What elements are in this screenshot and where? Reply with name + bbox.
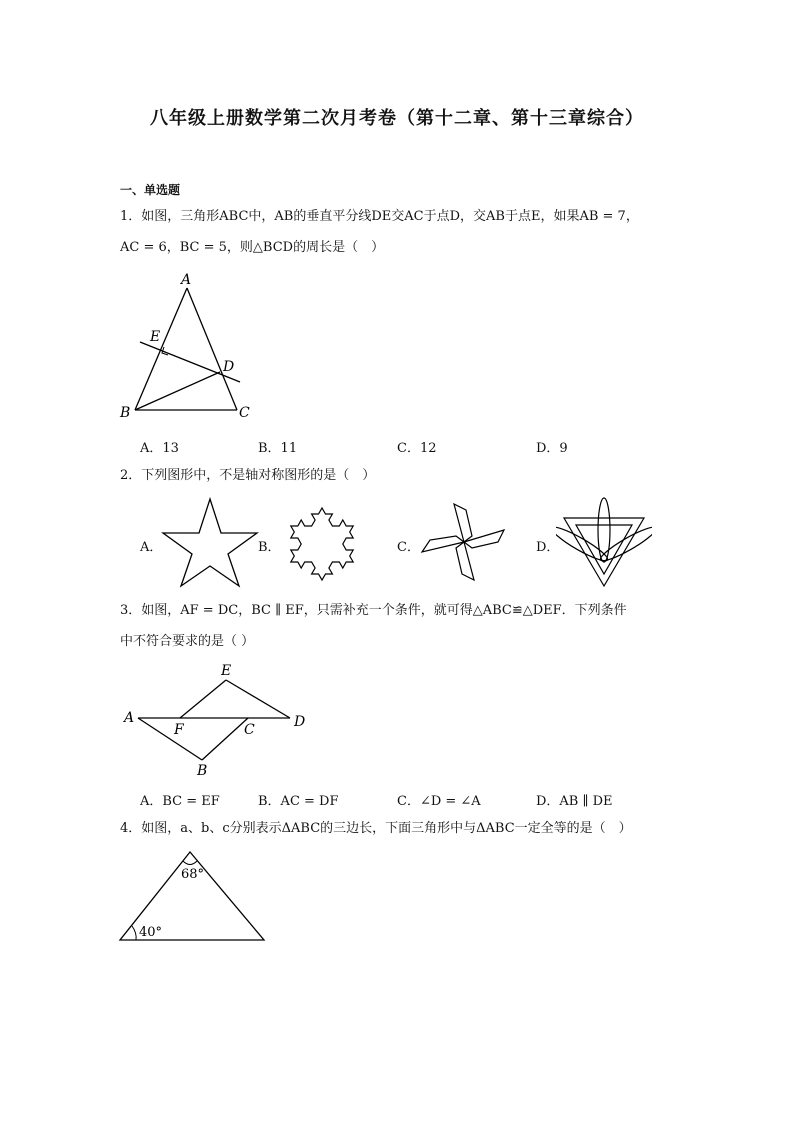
label-b: B <box>197 763 208 779</box>
segment-bd <box>135 372 220 410</box>
angle-left-label: 40° <box>139 925 163 940</box>
question-3-option-b[interactable]: B．AC = DF <box>258 794 339 809</box>
right-angle-mark <box>162 347 168 355</box>
label-c: C <box>239 405 250 421</box>
question-3-line-2: 中不符合要求的是（ ） <box>120 634 255 649</box>
snowflake-path <box>291 508 353 580</box>
question-2-option-b-label[interactable]: B． <box>258 540 281 555</box>
angle-top-label: 68° <box>181 867 205 882</box>
question-3-figure <box>118 660 318 782</box>
label-e: E <box>150 329 161 345</box>
label-d: D <box>294 714 306 730</box>
label-e: E <box>221 663 232 679</box>
section-heading: 一、单选题 <box>120 183 181 197</box>
segment-ed <box>226 680 290 718</box>
side-ac <box>187 288 237 410</box>
snowflake-outline <box>291 508 353 580</box>
snowflake-icon[interactable] <box>274 494 370 590</box>
pinwheel-icon[interactable] <box>414 494 514 590</box>
question-4-text: 4．如图，a、b、c分别表示ΔABC的三边长，下面三角形中与ΔABC一定全等的是（ ） <box>120 821 632 836</box>
page-title: 八年级上册数学第二次月考卷（第十二章、第十三章综合） <box>150 108 644 129</box>
label-c: C <box>244 722 255 738</box>
label-d: D <box>223 359 235 375</box>
segment-bc <box>202 718 248 760</box>
question-2-text: 2．下列图形中，不是轴对称图形的是（ ） <box>120 468 376 483</box>
side-ab <box>135 288 187 410</box>
question-3-line-1: 3．如图，AF = DC，BC ∥ EF，只需补充一个条件，就可得△ABC≌△DEF．下列条件 <box>120 603 627 618</box>
question-2-option-a-label[interactable]: A． <box>140 540 163 555</box>
question-1-option-b[interactable]: B．11 <box>258 441 298 456</box>
question-2-option-c-label[interactable]: C． <box>397 540 420 555</box>
label-a: A <box>181 272 192 288</box>
label-f: F <box>174 722 184 738</box>
question-1-line-1: 1．如图，三角形ABC中，AB的垂直平分线DE交AC于点D，交AB于点E，如果AB = 7， <box>120 209 639 224</box>
label-b: B <box>120 405 131 421</box>
question-3-option-d[interactable]: D．AB ∥ DE <box>536 794 613 809</box>
star-icon[interactable] <box>160 496 260 588</box>
question-3-option-c[interactable]: C．∠D = ∠A <box>397 794 481 809</box>
question-3-option-a[interactable]: A．BC = EF <box>140 794 220 809</box>
triangle-petals-icon[interactable] <box>556 494 652 590</box>
left-angle-arc <box>132 926 136 940</box>
question-1-option-d[interactable]: D．9 <box>536 441 568 456</box>
question-1-figure <box>110 270 270 430</box>
segment-fe <box>180 680 226 718</box>
question-1-option-a[interactable]: A．13 <box>140 441 179 456</box>
label-a: A <box>124 710 135 726</box>
top-angle-arc <box>183 861 197 865</box>
question-2-option-d-label[interactable]: D． <box>536 540 560 555</box>
segment-ab <box>138 718 202 760</box>
question-4-figure <box>112 846 272 946</box>
question-1-option-c[interactable]: C．12 <box>397 441 437 456</box>
question-1-line-2: AC = 6，BC = 5，则△BCD的周长是（ ） <box>120 240 385 255</box>
